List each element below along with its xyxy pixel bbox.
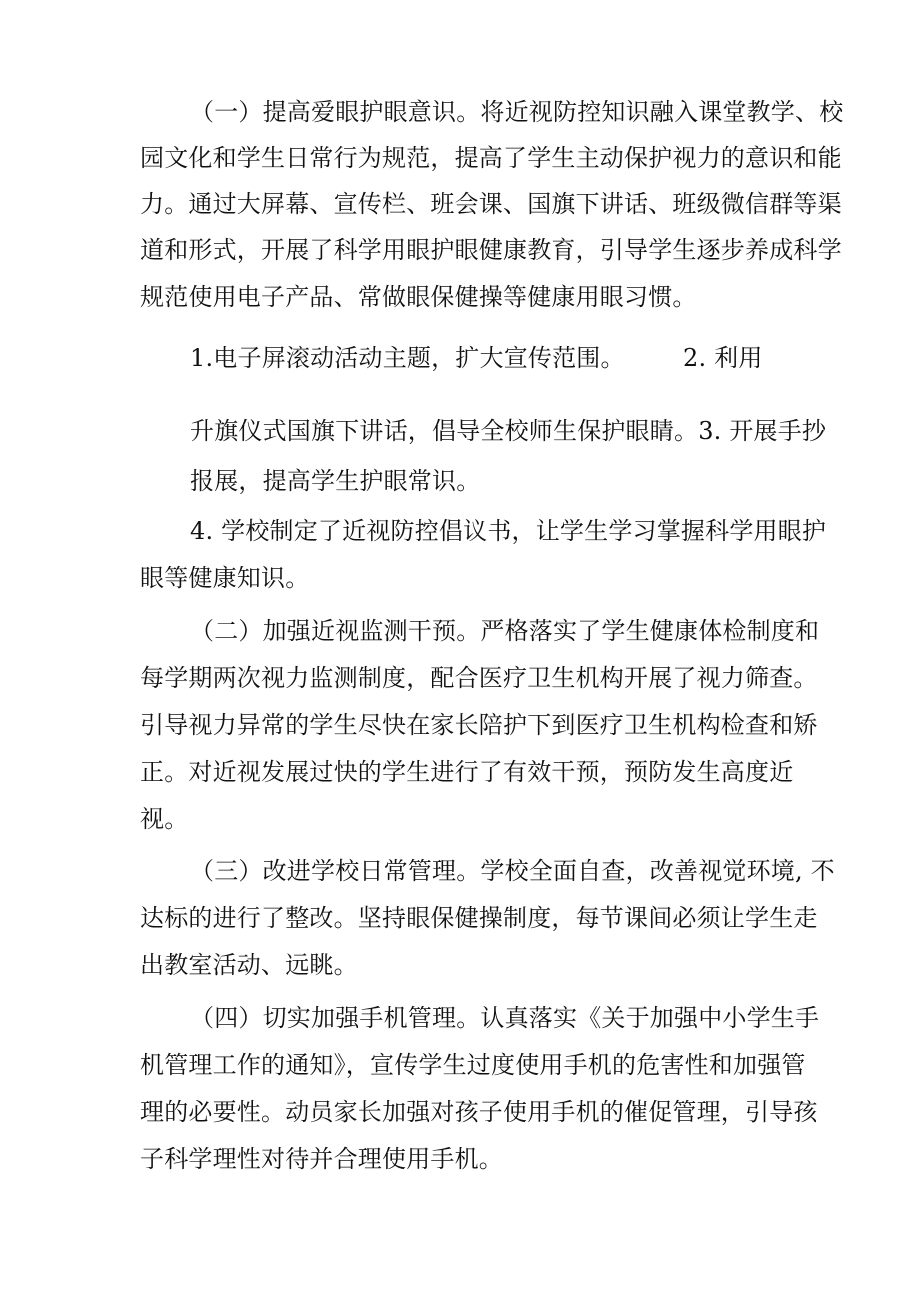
paragraph-2-line-5: 视。	[140, 805, 189, 833]
list-item-2-3-line: 升旗仪式国旗下讲话，倡导全校师生保护眼睛。3. 开展手抄	[190, 417, 827, 445]
paragraph-1-line-2: 园文化和学生日常行为规范，提高了学生主动保护视力的意识和能	[140, 144, 842, 172]
list-item-3-continuation: 报展，提高学生护眼常识。	[190, 467, 481, 495]
paragraph-4-line-2: 机管理工作的通知》，宣传学生过度使用手机的危害性和加强管	[140, 1051, 806, 1079]
paragraph-2-line-4: 正。对近视发展过快的学生进行了有效干预，预防发生高度近	[140, 758, 794, 786]
paragraph-1-line-1: （一）提高爱眼护眼意识。将近视防控知识融入课堂教学、校	[190, 98, 844, 126]
paragraph-2-line-3: 引导视力异常的学生尽快在家长陪护下到医疗卫生机构检查和矫	[140, 711, 818, 739]
paragraph-4-line-1: （四）切实加强手机管理。认真落实《关于加强中小学生手	[190, 1004, 820, 1032]
list-item-1: 1.电子屏滚动活动主题，扩大宣传范围。	[190, 344, 625, 372]
paragraph-4-line-4: 子科学理性对待并合理使用手机。	[140, 1145, 503, 1173]
list-item-4-line-2: 眼等健康知识。	[140, 564, 310, 592]
paragraph-1-line-4: 道和形式，开展了科学用眼护眼健康教育，引导学生逐步养成科学	[140, 236, 842, 264]
list-item-2-start: 2. 利用	[683, 344, 763, 372]
paragraph-3-line-3: 出教室活动、远眺。	[140, 951, 358, 979]
paragraph-4-line-3: 理的必要性。动员家长加强对孩子使用手机的催促管理，引导孩	[140, 1098, 818, 1126]
paragraph-3-line-1: （三）改进学校日常管理。学校全面自查，改善视觉环境, 不	[190, 857, 835, 885]
paragraph-1-line-3: 力。通过大屏幕、宣传栏、班会课、国旗下讲话、班级微信群等渠	[140, 190, 842, 218]
paragraph-1-line-5: 规范使用电子产品、常做眼保健操等健康用眼习惯。	[140, 283, 697, 311]
paragraph-2-line-1: （二）加强近视监测干预。严格落实了学生健康体检制度和	[190, 617, 820, 645]
paragraph-3-line-2: 达标的进行了整改。坚持眼保健操制度，每节课间必须让学生走	[140, 904, 818, 932]
paragraph-2-line-2: 每学期两次视力监测制度，配合医疗卫生机构开展了视力筛查。	[140, 664, 818, 692]
list-item-4-line-1: 4. 学校制定了近视防控倡议书，让学生学习掌握科学用眼护	[190, 517, 827, 545]
